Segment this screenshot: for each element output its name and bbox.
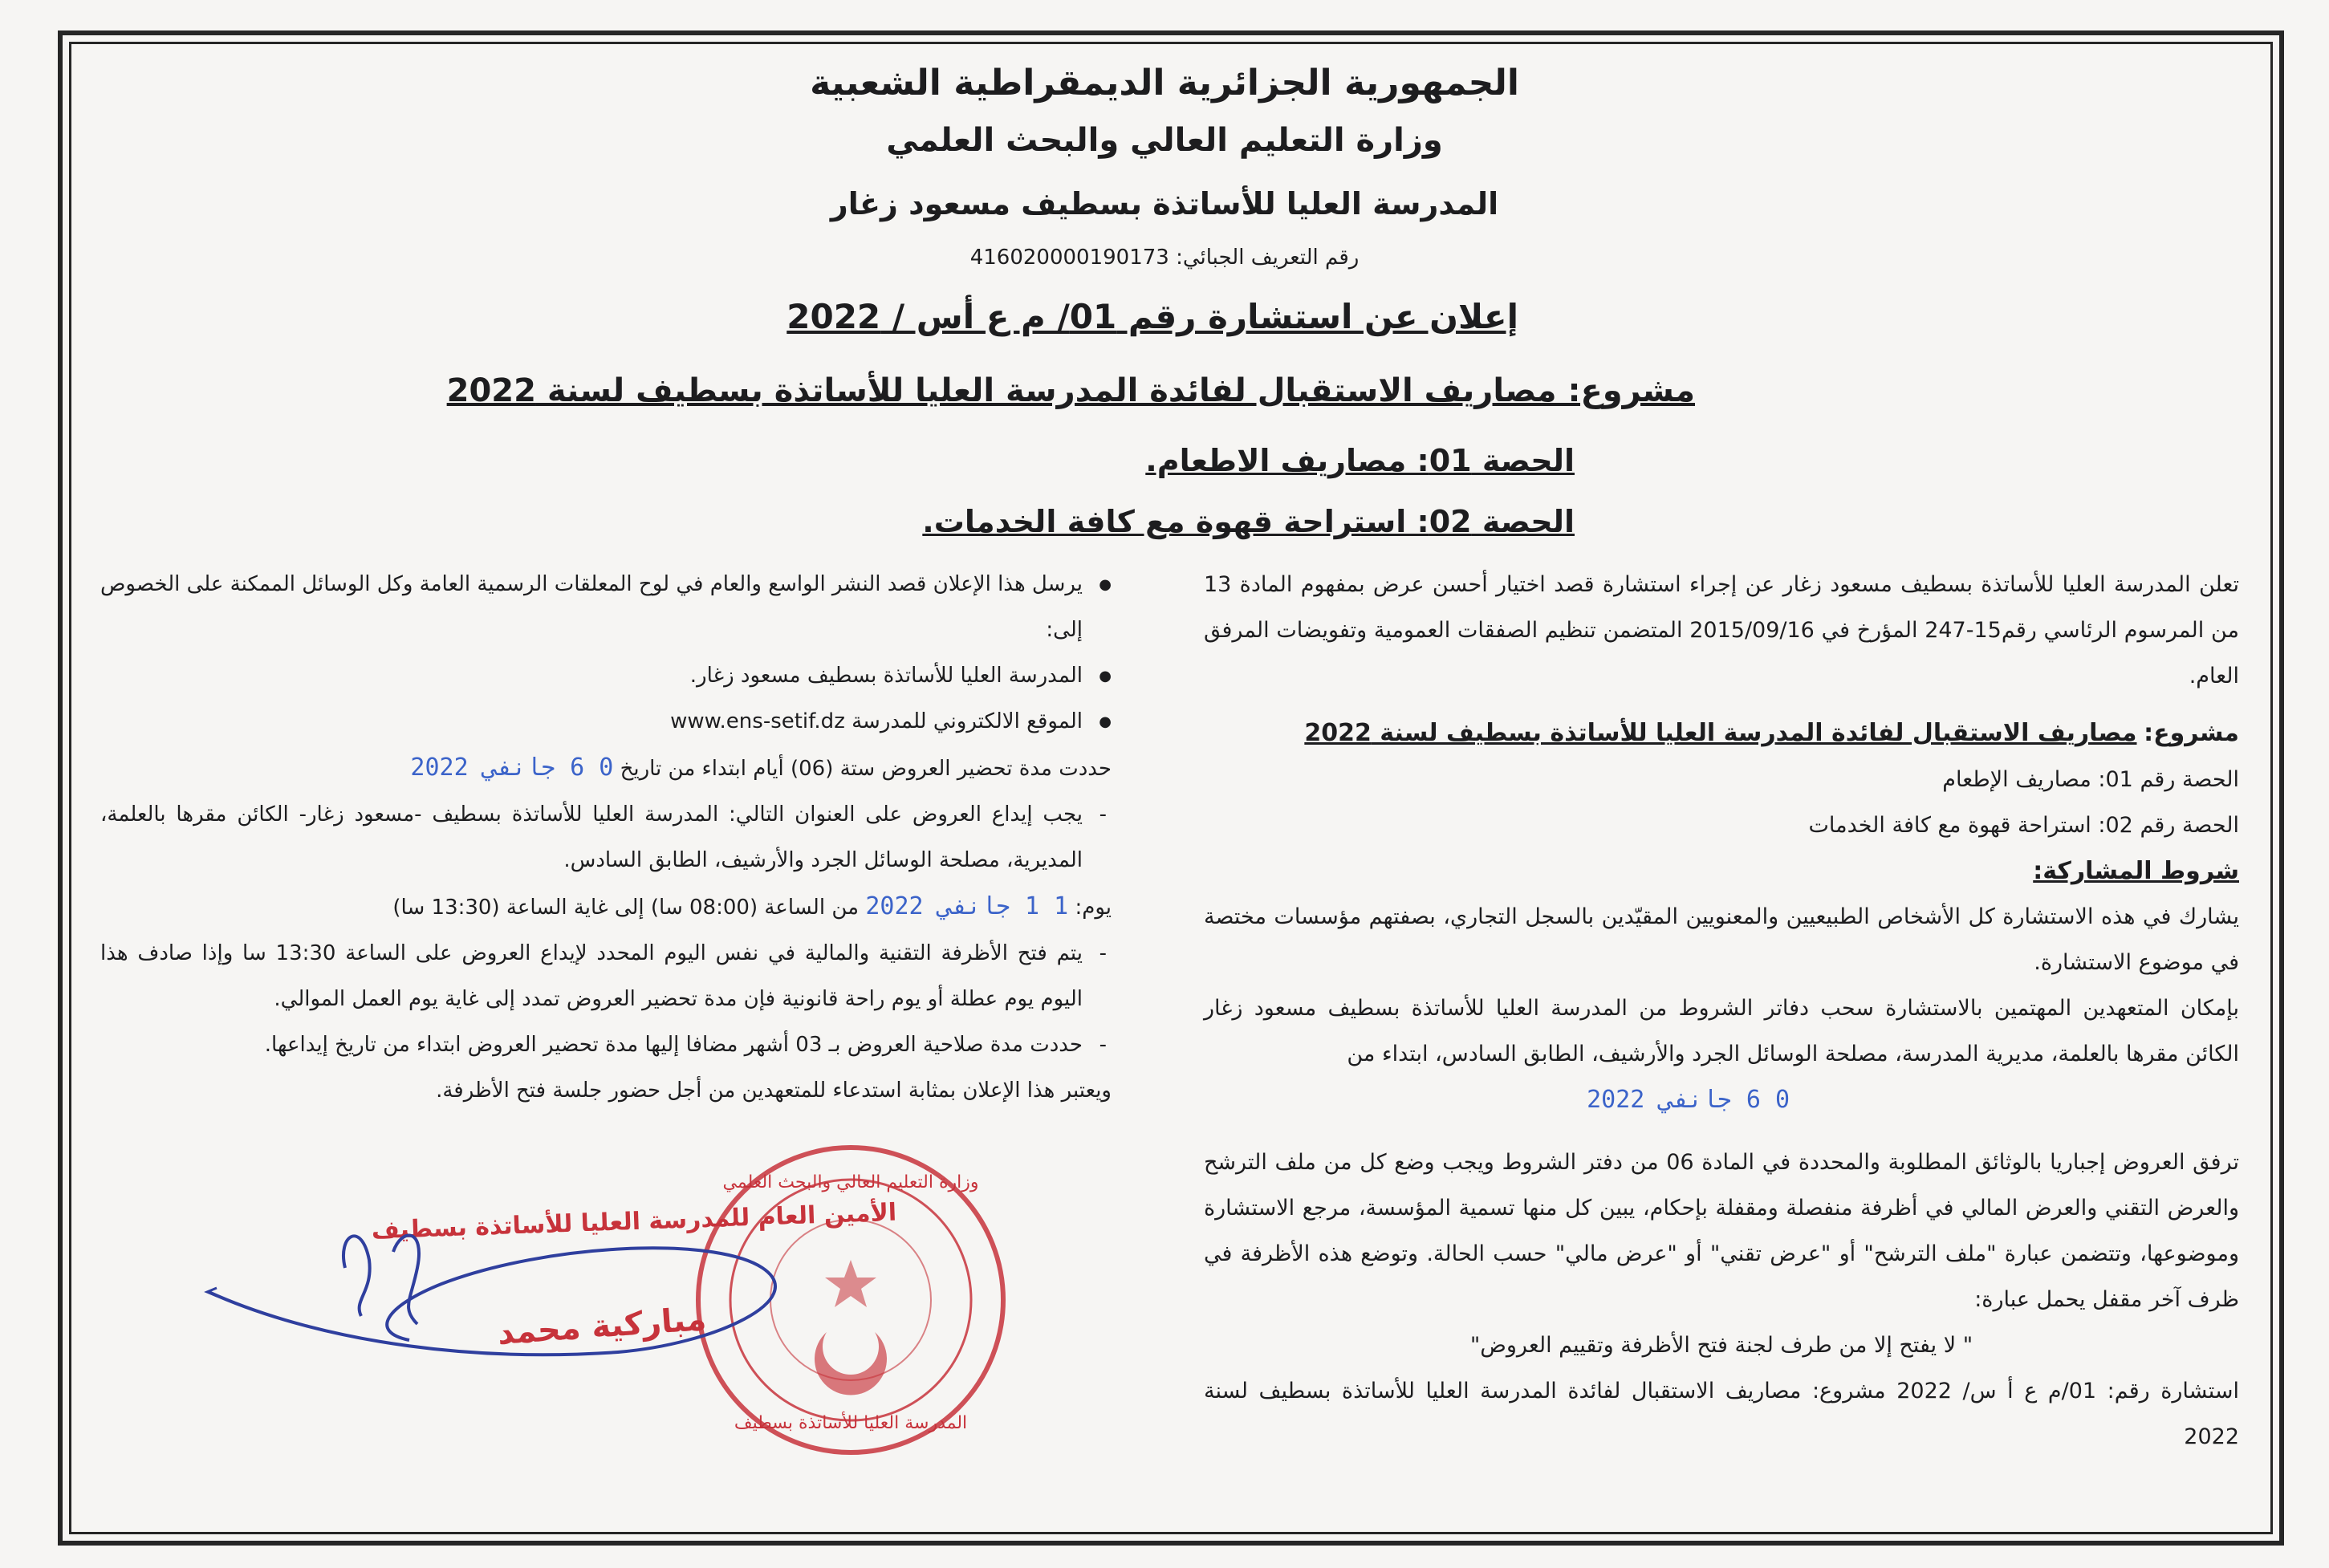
conditions-paragraph-1: يشارك في هذه الاستشارة كل الأشخاص الطبيعيين والمعنويين المقيّدين بالسجل التجاري، بصفتهم مؤسسات مختصة في موضوع الاستشارة. — [1204, 904, 2239, 975]
bullet-school: ● المدرسة العليا للأساتذة بسطيف مسعود زغار. — [100, 653, 1112, 699]
day-hours: من الساعة (08:00 سا) إلى غاية الساعة (13:30 سا) — [392, 896, 860, 920]
envelope-quote: " لا يفتح إلا من طرف لجنة فتح الأظرفة وتقييم العروض" — [1469, 1333, 1973, 1358]
handwritten-signature — [201, 1212, 843, 1396]
date-stamp-3: 1 1 جانفي 2022 — [865, 892, 1069, 920]
conditions-title: شروط المشاركة: — [2033, 857, 2239, 885]
reference-line: استشارة رقم: 01/م ع أ س/ 2022 مشروع: مصاريف الاستقبال لفائدة المدرسة العليا للأساتذة بسطيف لسنة 2022 — [1204, 1379, 2239, 1449]
intro-paragraph: تعلن المدرسة العليا للأساتذة بسطيف مسعود زغار عن إجراء استشارة قصد اختيار أحسن عرض بمفهوم المادة 13 من المرسوم الرئاسي رقم15-247 المؤرخ في 2015/09/16 المتضمن تنظيم الصفقات العمومية وتفويضات المرفق العام. — [1204, 572, 2239, 689]
lot-2-title: الحصة 02: استراحة قهوة مع كافة الخدمات. — [922, 504, 1575, 539]
project-line — [1204, 710, 2239, 757]
validity-paragraph: - حددت مدة صلاحية العروض بـ 03 أشهر مضافا إليها مدة تحضير العروض ابتداء من تاريخ إيداعها. — [100, 1022, 1112, 1068]
date-stamp-1: 0 6 جانفي 2022 — [1587, 1086, 1790, 1114]
ministry-heading: وزارة التعليم العالي والبحث العلمي — [886, 122, 1443, 159]
deposit-day-line — [100, 884, 1112, 931]
right-column — [1204, 562, 2239, 1460]
bullet-website: ● الموقع الالكتروني للمدرسة www.ens-setif.dz — [100, 699, 1112, 745]
signatory-name: مباركية محمد — [496, 1300, 708, 1353]
project-text: مصاريف الاستقبال لفائدة المدرسة العليا للأساتذة بسطيف لسنة 2022 — [1304, 719, 2137, 747]
publish-bullet: ● يرسل هذا الإعلان قصد النشر الواسع والعام في لوح المعلقات الرسمية العامة وكل الوسائل الممكنة على الخصوص إلى: — [100, 562, 1112, 653]
invite-paragraph: ويعتبر هذا الإعلان بمثابة استدعاء للمتعهدين من أجل حضور جلسة فتح الأظرفة. — [436, 1079, 1112, 1103]
offers-paragraph: ترفق العروض إجباريا بالوثائق المطلوبة والمحددة في المادة 06 من دفتر الشروط ويجب وضع كل من ملف الترشح والعرض التقني والعرض المالي في أظرفة منفصلة ومقفلة بإحكام، يبين كل منها تسمية المؤسسة، مرجع الاستشارة وموضوعها، وتتضمن عبارة "ملف الترشح" أو "عرض تقني" أو "عرض مالي" حسب الحالة. وتوضع هذه الأظرفة في ظرف آخر مقفل يحمل عبارة: — [1204, 1150, 2239, 1312]
seal-text-top: وزارة التعليم العالي والبحث العلمي — [722, 1172, 979, 1192]
lot-1-title: الحصة 01: مصاريف الاطعام. — [1145, 443, 1575, 478]
seal-text-bottom: المدرسة العليا للأساتذة بسطيف — [734, 1413, 968, 1433]
deposit-paragraph: - يجب إيداع العروض على العنوان التالي: المدرسة العليا للأساتذة بسطيف -مسعود زغار- الكائن مقرها بالعلمة، المديرية، مصلحة الوسائل الجرد والأرشيف، الطابق السادس. — [100, 792, 1112, 884]
date-stamp-2: 0 6 جانفي 2022 — [410, 754, 614, 782]
lot-2-line: الحصة رقم 02: استراحة قهوة مع كافة الخدمات — [1808, 813, 2239, 838]
announcement-title: إعلان عن استشارة رقم 01/ م ع أس / 2022 — [786, 297, 1518, 336]
school-heading: المدرسة العليا للأساتذة بسطيف مسعود زغار — [830, 186, 1499, 221]
opening-paragraph: - يتم فتح الأظرفة التقنية والمالية في نفس اليوم المحدد لإيداع العروض على الساعة 13:30 سا وإذا صادف هذا اليوم يوم عطلة أو يوم راحة قانونية فإن مدة تحضير العروض تمدد إلى غاية يوم العمل الموالي. — [100, 931, 1112, 1022]
duration-line — [100, 745, 1112, 792]
left-column — [100, 562, 1112, 1114]
date-stamp-line — [1204, 1077, 2239, 1123]
tax-id: رقم التعريف الجبائي: 416020000190173 — [969, 246, 1360, 270]
project-title: مشروع: مصاريف الاستقبال لفائدة المدرسة العليا للأساتذة بسطيف لسنة 2022 — [446, 372, 1695, 409]
conditions-paragraph-2: بإمكان المتعهدين المهتمين بالاستشارة سحب دفاتر الشروط من المدرسة العليا للأساتذة بسطيف مسعود زغار الكائن مقرها بالعلمة، مديرية المدرسة، مصلحة الوسائل الجرد والأرشيف، الطابق السادس، ابتداء من — [1204, 996, 2239, 1066]
lot-1-line: الحصة رقم 01: مصاريف الإطعام — [1942, 767, 2239, 792]
project-label: مشروع: — [2144, 719, 2239, 747]
country-heading: الجمهورية الجزائرية الديمقراطية الشعبية — [810, 63, 1519, 104]
duration-text: حددت مدة تحضير العروض ستة (06) أيام ابتداء من تاريخ — [620, 757, 1112, 781]
signatory-title: الأمين العام للمدرسة العليا للأساتذة بسطيف — [371, 1198, 897, 1245]
day-prefix: يوم: — [1075, 896, 1112, 920]
